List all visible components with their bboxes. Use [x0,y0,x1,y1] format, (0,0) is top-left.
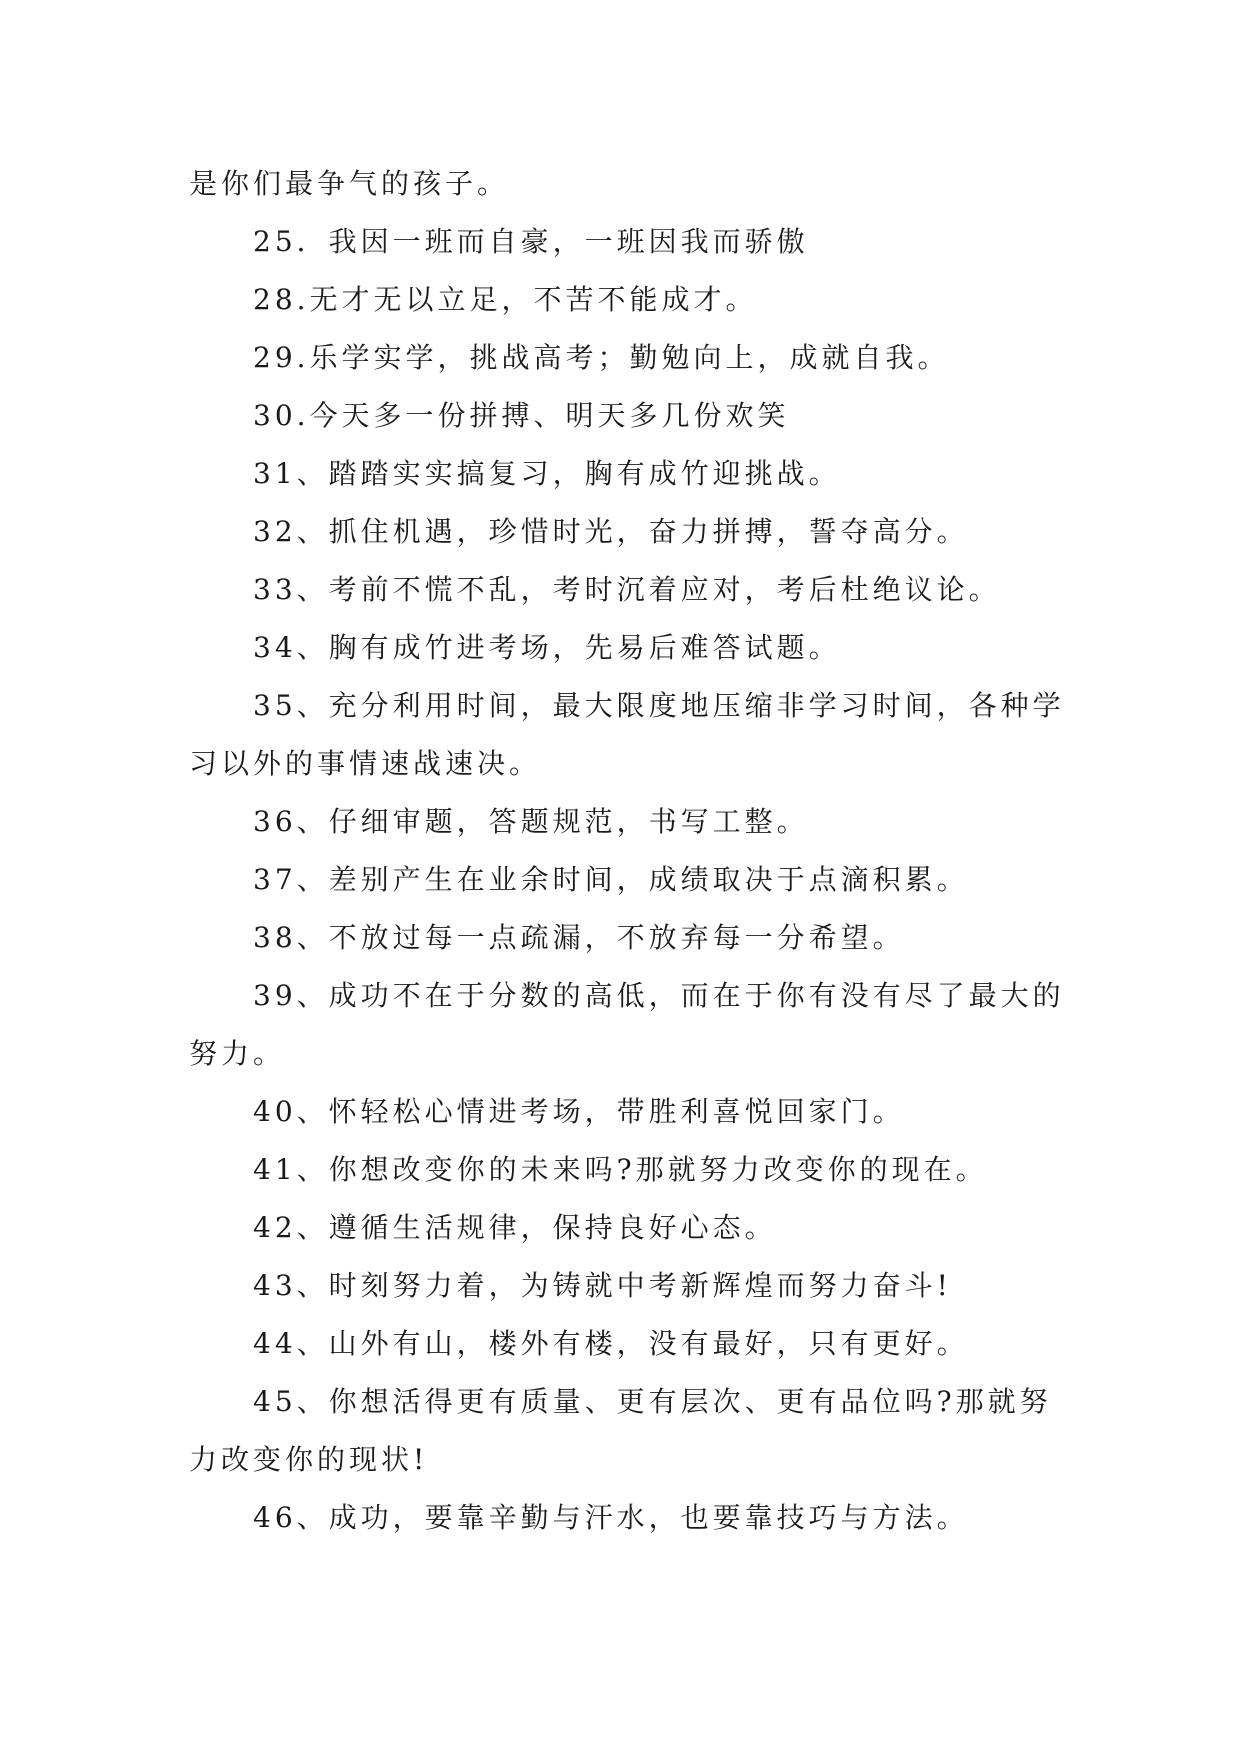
slogan-34: 34、胸有成竹进考场，先易后难答试题。 [253,631,841,664]
slogan-31: 31、踏踏实实搞复习，胸有成竹迎挑战。 [253,457,841,490]
slogan-39: 39、成功不在于分数的高低，而在于你有没有尽了最大的努力。 [189,979,1065,1070]
slogan-42: 42、遵循生活规律，保持良好心态。 [253,1211,777,1244]
slogan-46: 46、成功，要靠辛勤与汗水，也要靠技巧与方法。 [253,1501,969,1534]
slogan-44: 44、山外有山，楼外有楼，没有最好，只有更好。 [253,1327,969,1360]
slogan-25: 25．我因一班而自豪，一班因我而骄傲 [253,225,809,258]
slogan-40: 40、怀轻松心情进考场，带胜利喜悦回家门。 [253,1095,905,1128]
slogan-37: 37、差别产生在业余时间，成绩取决于点滴积累。 [253,863,969,896]
slogan-28: 28.无才无以立足，不苦不能成才。 [253,283,758,316]
slogan-43: 43、时刻努力着，为铸就中考新辉煌而努力奋斗! [253,1269,952,1302]
slogan-45: 45、你想活得更有质量、更有层次、更有品位吗?那就努力改变你的现状! [189,1385,1052,1476]
paragraph-continuation: 是你们最争气的孩子。 [189,167,510,200]
slogan-30: 30.今天多一份拼搏、明天多几份欢笑 [253,399,790,432]
slogan-41: 41、你想改变你的未来吗?那就努力改变你的现在。 [253,1153,988,1186]
slogan-36: 36、仔细审题，答题规范，书写工整。 [253,805,809,838]
slogan-32: 32、抓住机遇，珍惜时光，奋力拼搏，誓夺高分。 [253,515,969,548]
slogan-29: 29.乐学实学，挑战高考；勤勉向上，成就自我。 [253,341,950,374]
document-body [189,155,1069,1547]
slogan-35: 35、充分利用时间，最大限度地压缩非学习时间，各种学习以外的事情速战速决。 [189,689,1065,780]
slogan-33: 33、考前不慌不乱，考时沉着应对，考后杜绝议论。 [253,573,1001,606]
slogan-38: 38、不放过每一点疏漏，不放弃每一分希望。 [253,921,905,954]
